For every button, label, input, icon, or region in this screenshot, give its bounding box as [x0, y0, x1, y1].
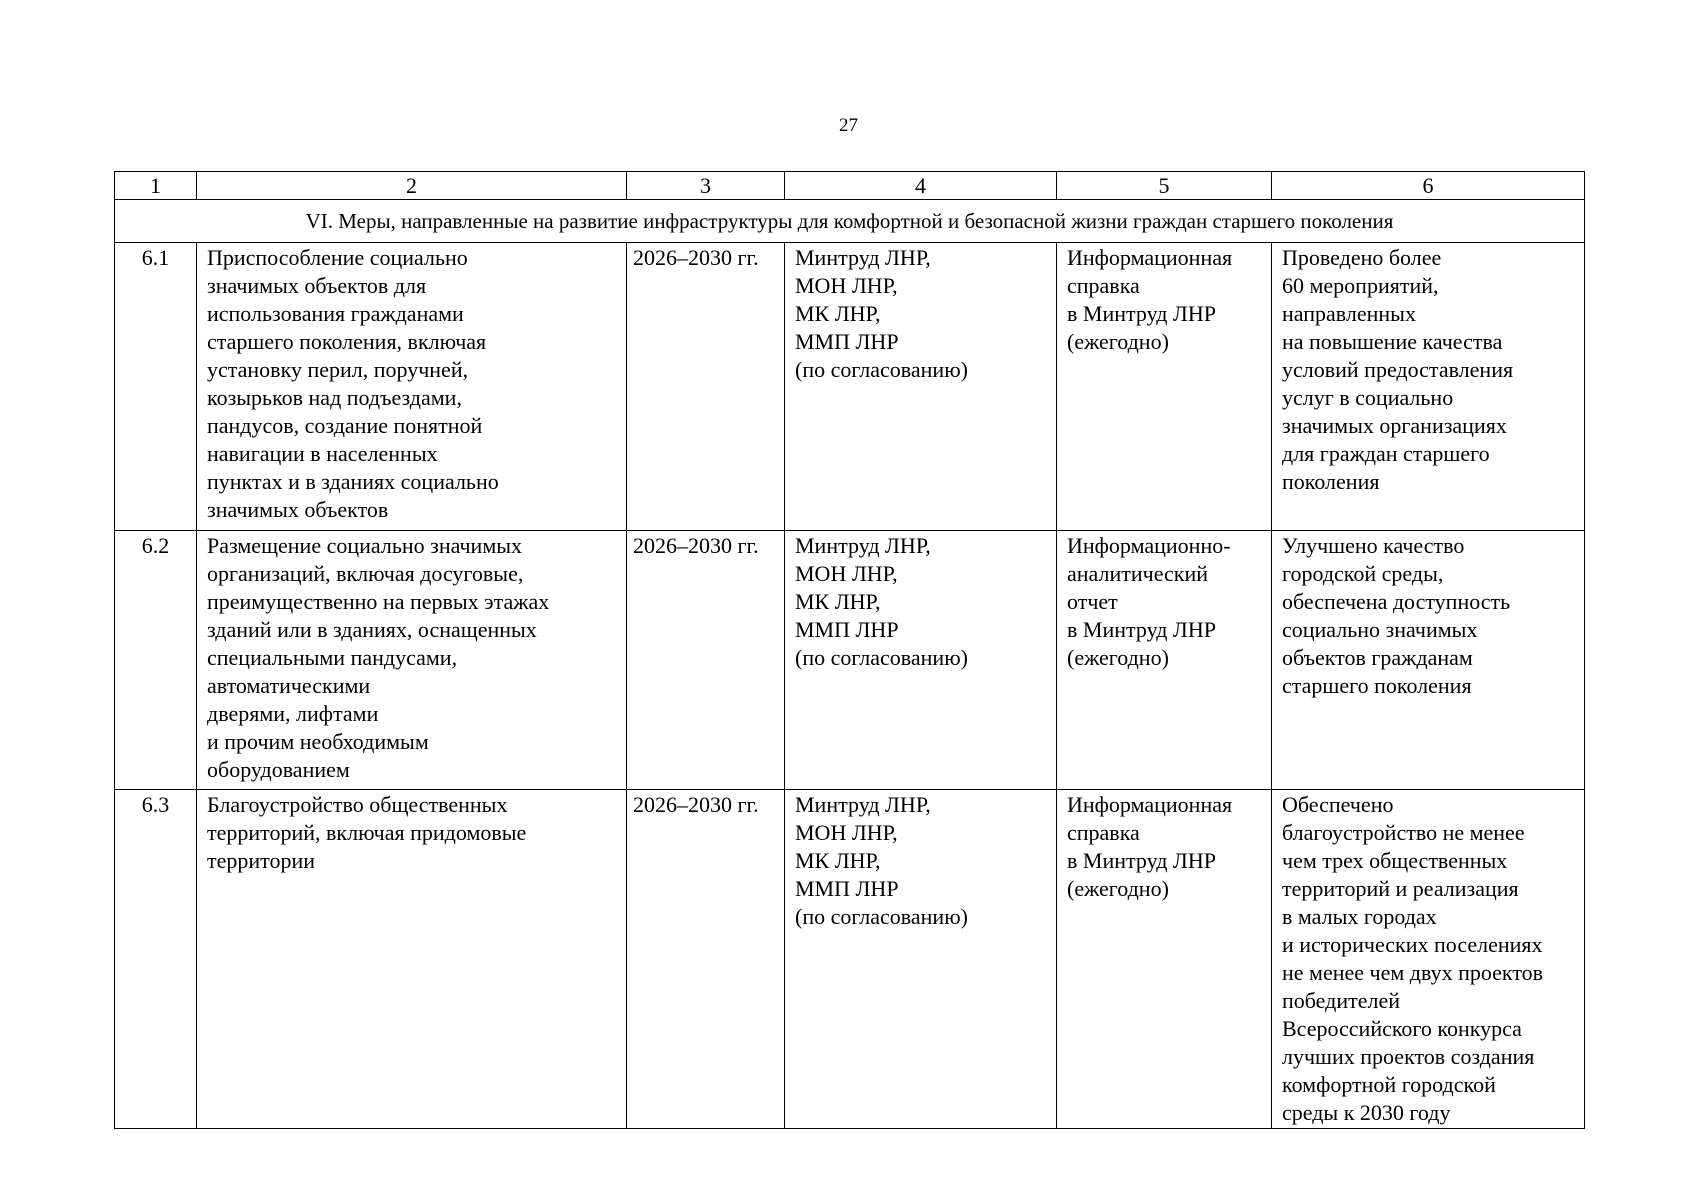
cell-line: лучших проектов создания — [1282, 1044, 1535, 1069]
cell-line: (ежегодно) — [1067, 876, 1169, 901]
cell-line: обеспечена доступность — [1282, 589, 1511, 614]
row-number: 6.3 — [115, 790, 197, 1129]
result-cell — [1272, 790, 1585, 1129]
cell-line: МК ЛНР, — [795, 848, 881, 873]
executors-cell — [785, 531, 1057, 790]
cell-line: не менее чем двух проектов — [1282, 960, 1544, 985]
cell-line: МОН ЛНР, — [795, 273, 898, 298]
cell-line: Минтруд ЛНР, — [795, 792, 931, 817]
cell-line: ММП ЛНР — [795, 617, 899, 642]
cell-line: Всероссийского конкурса — [1282, 1016, 1522, 1041]
page-number: 27 — [839, 115, 858, 136]
row-number: 6.1 — [115, 243, 197, 531]
measures-table — [114, 171, 1585, 1129]
cell-line: ММП ЛНР — [795, 329, 899, 354]
cell-line: старшего поколения — [1282, 673, 1472, 698]
column-header-1: 1 — [115, 172, 197, 200]
cell-line: МК ЛНР, — [795, 301, 881, 326]
cell-line: (по согласованию) — [795, 645, 968, 670]
cell-line: преимущественно на первых этажах — [207, 589, 550, 614]
cell-line: и прочим необходимым — [207, 729, 429, 754]
cell-line: Благоустройство общественных — [207, 792, 508, 817]
cell-line: пандусов, создание понятной — [207, 413, 483, 438]
result-cell — [1272, 243, 1585, 531]
cell-line: козырьков над подъездами, — [207, 385, 462, 410]
cell-line: условий предоставления — [1282, 357, 1514, 382]
cell-line: установку перил, поручней, — [207, 357, 469, 382]
cell-line: зданий или в зданиях, оснащенных — [207, 617, 537, 642]
cell-line: МК ЛНР, — [795, 589, 881, 614]
cell-line: отчет — [1067, 589, 1118, 614]
cell-line: (ежегодно) — [1067, 329, 1169, 354]
cell-line: Приспособление социально — [207, 245, 468, 270]
reporting-cell — [1057, 531, 1272, 790]
cell-line: значимых объектов — [207, 497, 389, 522]
cell-line: Размещение социально значимых — [207, 533, 523, 558]
cell-line: победителей — [1282, 988, 1401, 1013]
cell-line: территории — [207, 848, 316, 873]
cell-line: ММП ЛНР — [795, 876, 899, 901]
cell-line: оборудованием — [207, 757, 350, 782]
section-row — [115, 200, 1585, 243]
column-number-row — [115, 172, 1585, 200]
column-header-2: 2 — [197, 172, 627, 200]
cell-line: территорий, включая придомовые — [207, 820, 527, 845]
period-cell: 2026–2030 гг. — [627, 531, 785, 790]
cell-line: специальными пандусами, — [207, 645, 458, 670]
cell-line: территорий и реализация — [1282, 876, 1519, 901]
reporting-cell — [1057, 243, 1272, 531]
row-number: 6.2 — [115, 531, 197, 790]
cell-line: в Минтруд ЛНР — [1067, 301, 1216, 326]
cell-line: старшего поколения, включая — [207, 329, 487, 354]
cell-line: МОН ЛНР, — [795, 820, 898, 845]
cell-line: услуг в социально — [1282, 385, 1454, 410]
column-header-4: 4 — [785, 172, 1057, 200]
cell-line: в Минтруд ЛНР — [1067, 848, 1216, 873]
cell-line: благоустройство не менее — [1282, 820, 1525, 845]
cell-line: дверями, лифтами — [207, 701, 379, 726]
cell-line: навигации в населенных — [207, 441, 438, 466]
cell-line: поколения — [1282, 469, 1380, 494]
cell-line: комфортной городской — [1282, 1072, 1496, 1097]
cell-line: среды к 2030 году — [1282, 1100, 1451, 1125]
period-cell: 2026–2030 гг. — [627, 790, 785, 1129]
cell-line: Минтруд ЛНР, — [795, 533, 931, 558]
cell-line: Улучшено качество — [1282, 533, 1465, 558]
period-cell: 2026–2030 гг. — [627, 243, 785, 531]
cell-line: значимых организациях — [1282, 413, 1507, 438]
cell-line: городской среды, — [1282, 561, 1444, 586]
cell-line: для граждан старшего — [1282, 441, 1490, 466]
cell-line: МОН ЛНР, — [795, 561, 898, 586]
reporting-cell — [1057, 790, 1272, 1129]
cell-line: (по согласованию) — [795, 357, 968, 382]
executors-cell — [785, 243, 1057, 531]
cell-line: справка — [1067, 820, 1140, 845]
cell-line: Проведено более — [1282, 245, 1442, 270]
result-cell — [1272, 531, 1585, 790]
cell-line: Информационная — [1067, 792, 1233, 817]
cell-line: аналитический — [1067, 561, 1209, 586]
cell-line: социально значимых — [1282, 617, 1478, 642]
cell-line: чем трех общественных — [1282, 848, 1508, 873]
column-header-6: 6 — [1272, 172, 1585, 200]
cell-line: в малых городах — [1282, 904, 1437, 929]
table-row — [115, 243, 1585, 531]
table-row — [115, 790, 1585, 1129]
cell-line: автоматическими — [207, 673, 371, 698]
cell-line: справка — [1067, 273, 1140, 298]
cell-line: организаций, включая досуговые, — [207, 561, 524, 586]
cell-line: значимых объектов для — [207, 273, 427, 298]
measure-cell — [197, 531, 627, 790]
cell-line: Обеспечено — [1282, 792, 1394, 817]
cell-line: в Минтруд ЛНР — [1067, 617, 1216, 642]
executors-cell — [785, 790, 1057, 1129]
cell-line: Минтруд ЛНР, — [795, 245, 931, 270]
table-row — [115, 531, 1585, 790]
cell-line: направленных — [1282, 301, 1416, 326]
column-header-3: 3 — [627, 172, 785, 200]
cell-line: использования гражданами — [207, 301, 464, 326]
cell-line: пунктах и в зданиях социально — [207, 469, 499, 494]
cell-line: Информационно- — [1067, 533, 1231, 558]
cell-line: и исторических поселениях — [1282, 932, 1543, 957]
measure-cell — [197, 243, 627, 531]
section-title: VI. Меры, направленные на развитие инфраструктуры для комфортной и безопасной жизни граждан старшего поколения — [115, 200, 1585, 243]
cell-line: (ежегодно) — [1067, 645, 1169, 670]
cell-line: 60 мероприятий, — [1282, 273, 1439, 298]
cell-line: на повышение качества — [1282, 329, 1503, 354]
cell-line: (по согласованию) — [795, 904, 968, 929]
cell-line: объектов гражданам — [1282, 645, 1473, 670]
measure-cell — [197, 790, 627, 1129]
column-header-5: 5 — [1057, 172, 1272, 200]
cell-line: Информационная — [1067, 245, 1233, 270]
